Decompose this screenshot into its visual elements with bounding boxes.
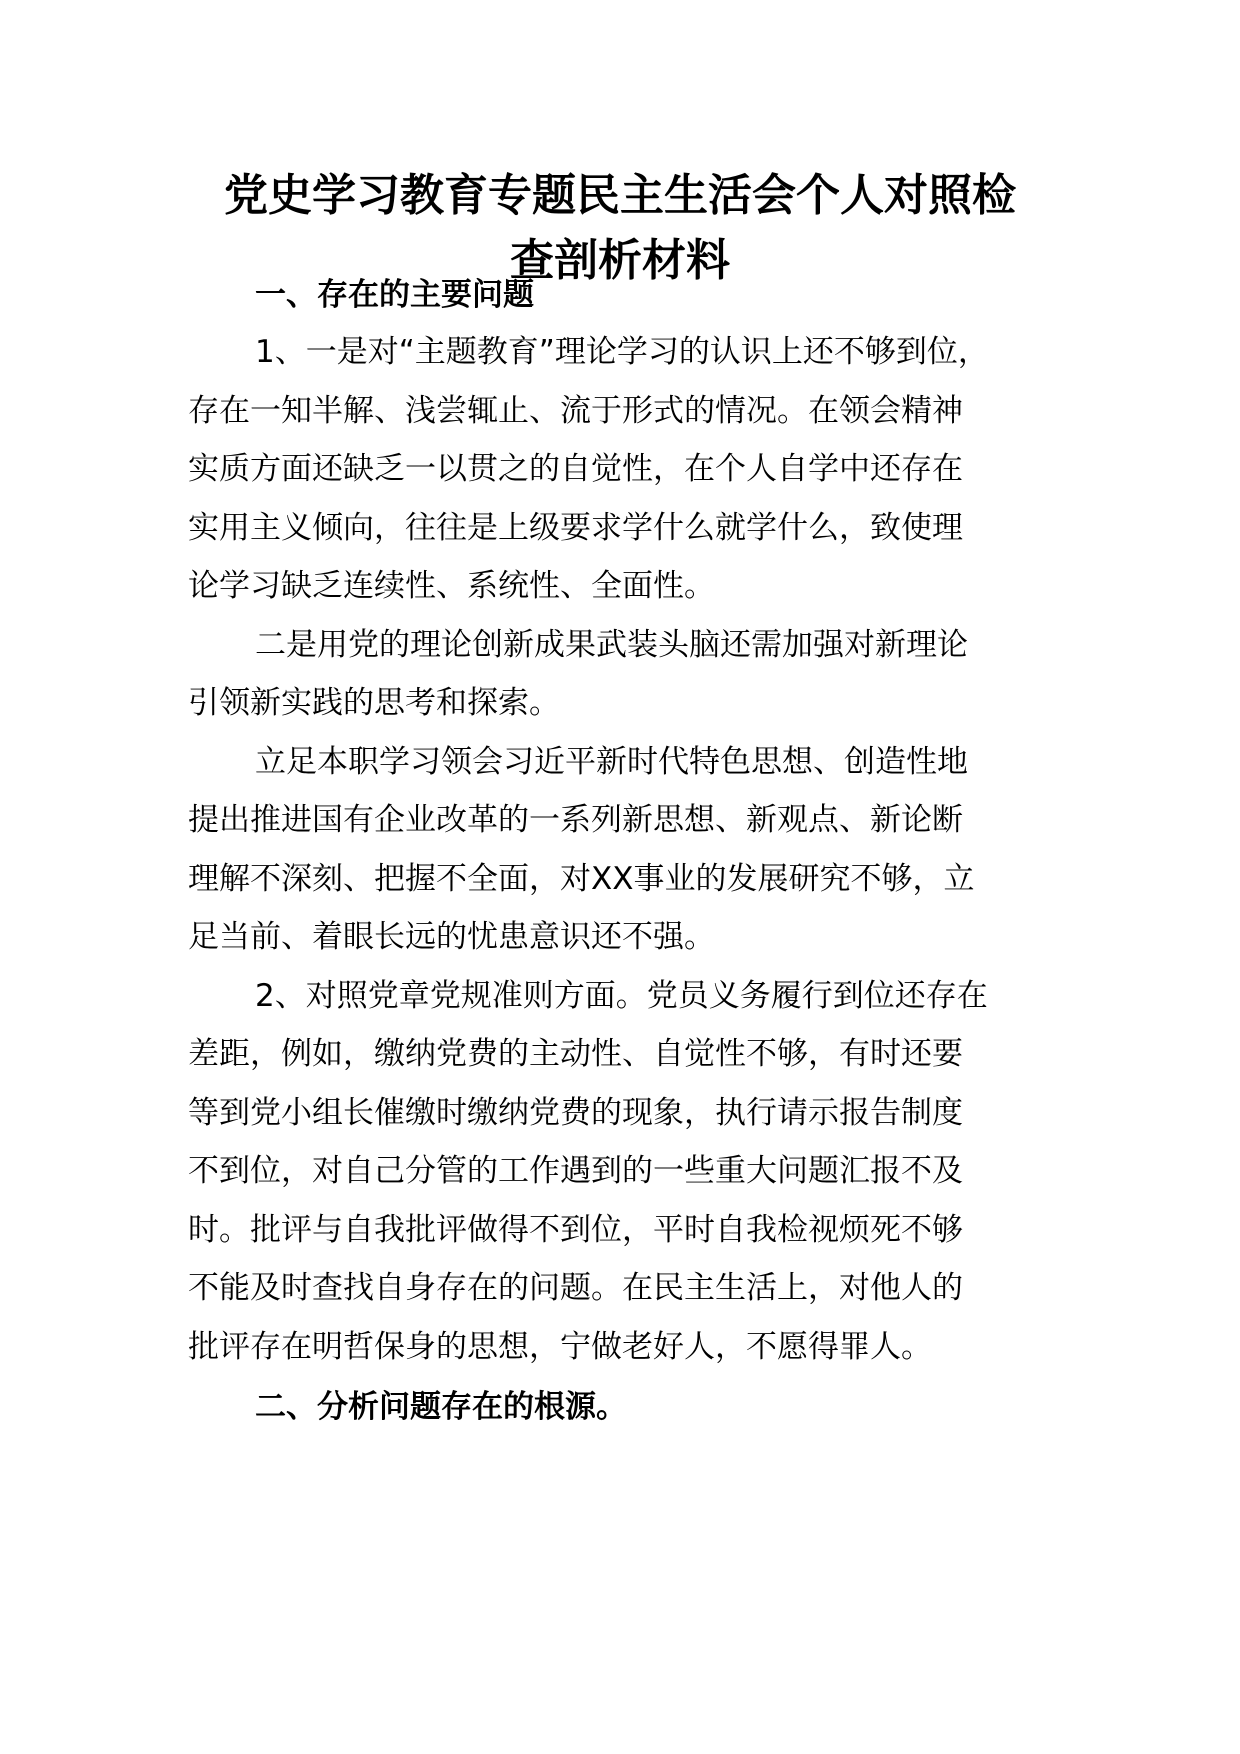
paragraph-line: 2、对照党章党规准则方面。党员义务履行到位还存在 <box>255 978 988 1014</box>
document-title-line-1: 党史学习教育专题民主生活会个人对照检 <box>224 170 1016 221</box>
paragraph-line: 实用主义倾向，往往是上级要求学什么就学什么，致使理 <box>188 510 963 546</box>
paragraph-line: 论学习缺乏连续性、系统性、全面性。 <box>188 568 715 604</box>
paragraph-line: 1、一是对“主题教育”理论学习的认识上还不够到位， <box>255 334 989 370</box>
section-heading-problems: 一、存在的主要问题 <box>255 277 534 313</box>
paragraph-line: 提出推进国有企业改革的一系列新思想、新观点、新论断 <box>188 802 963 838</box>
paragraph-line: 二是用党的理论创新成果武装头脑还需加强对新理论 <box>255 627 968 663</box>
paragraph-line: 时。批评与自我批评做得不到位，平时自我检视烦死不够 <box>188 1212 963 1248</box>
paragraph-line: 理解不深刻、把握不全面，对XX事业的发展研究不够，立 <box>188 861 975 897</box>
document-title-line-2: 查剖析材料 <box>510 235 730 286</box>
paragraph-line: 等到党小组长催缴时缴纳党费的现象，执行请示报告制度 <box>188 1095 963 1131</box>
paragraph-line: 不到位，对自己分管的工作遇到的一些重大问题汇报不及 <box>188 1153 963 1189</box>
paragraph-line: 足当前、着眼长远的忧患意识还不强。 <box>188 919 715 955</box>
section-heading-root-causes: 二、分析问题存在的根源。 <box>255 1389 627 1425</box>
paragraph-line: 实质方面还缺乏一以贯之的自觉性，在个人自学中还存在 <box>188 451 963 487</box>
paragraph-line: 立足本职学习领会习近平新时代特色思想、创造性地 <box>255 744 968 780</box>
paragraph-line: 不能及时查找自身存在的问题。在民主生活上，对他人的 <box>188 1270 963 1306</box>
paragraph-line: 存在一知半解、浅尝辄止、流于形式的情况。在领会精神 <box>188 393 963 429</box>
paragraph-line: 差距，例如，缴纳党费的主动性、自觉性不够，有时还要 <box>188 1036 963 1072</box>
paragraph-line: 批评存在明哲保身的思想，宁做老好人，不愿得罪人。 <box>188 1329 932 1365</box>
paragraph-line: 引领新实践的思考和探索。 <box>188 685 560 721</box>
